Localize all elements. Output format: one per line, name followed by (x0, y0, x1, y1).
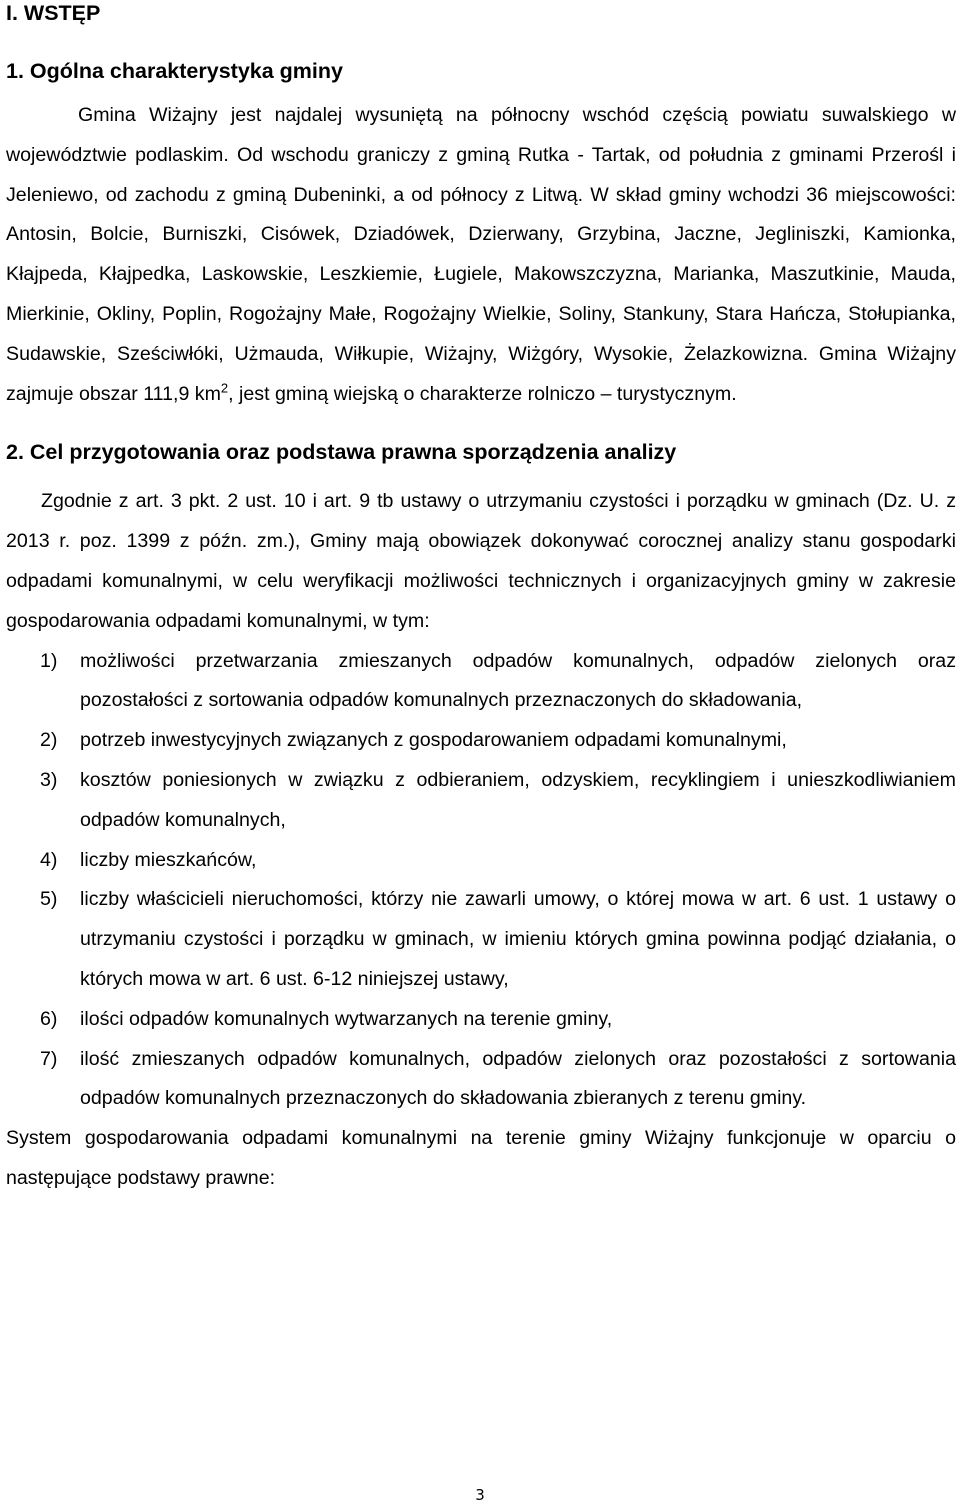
list-item-text: ilości odpadów komunalnych wytwarzanych na terenie gminy, (80, 1007, 613, 1030)
list-item-text: ilość zmieszanych odpadów komunalnych, odpadów zielonych oraz pozostałości z sortowania odpadów komunalnych przeznaczonych do składowania zbieranych z terenu gminy. (80, 1047, 956, 1110)
paragraph-text-continued: , jest gminą wiejską o charakterze rolniczo – turystycznym. (228, 382, 737, 405)
list-item-text: kosztów poniesionych w związku z odbieraniem, odzyskiem, recyklingiem i unieszkodliwianiem odpadów komunalnych, (80, 768, 956, 831)
list-number: 5) (40, 888, 58, 911)
list-item (6, 761, 956, 841)
list-item-text: liczby właścicieli nieruchomości, którzy nie zawarli umowy, o której mowa w art. 6 ust. 1 ustawy o utrzymaniu czystości i porządku w gminach, w imieniu których gmina powinna podjąć działania, o których mowa w art. 6 ust. 6-12 niniejszej ustawy, (80, 888, 956, 990)
list-item (6, 1040, 956, 1120)
list-item (6, 1000, 956, 1040)
section-1-paragraph (6, 96, 956, 414)
page-number: 3 (475, 1486, 485, 1504)
closing-paragraph: System gospodarowania odpadami komunalnymi na terenie gminy Wiżajny funkcjonuje w oparciu o następujące podstawy prawne: (6, 1127, 956, 1189)
list-item (6, 721, 956, 761)
requirements-list (6, 642, 956, 1120)
list-number: 4) (40, 848, 58, 871)
list-item-text: potrzeb inwestycyjnych związanych z gospodarowaniem odpadami komunalnymi, (80, 729, 787, 752)
superscript: 2 (220, 380, 229, 396)
list-number: 6) (40, 1007, 58, 1030)
list-number: 1) (40, 649, 58, 672)
chapter-title: I. WSTĘP (6, 1, 101, 25)
section-2-intro: Zgodnie z art. 3 pkt. 2 ust. 10 i art. 9 tb ustawy o utrzymaniu czystości i porządku w gminach (Dz. U. z 2013 r. poz. 1399 z późn. zm.), Gminy mają obowiązek dokonywać corocznej analizy stanu gospodarki odpadami komunalnymi, w celu weryfikacji możliwości technicznych i organizacyjnych gminy w zakresie gospodarowania odpadami komunalnymi, w tym: (6, 490, 956, 632)
list-item (6, 642, 956, 722)
section-heading-2: 2. Cel przygotowania oraz podstawa prawna sporządzenia analizy (6, 440, 677, 465)
list-number: 7) (40, 1047, 58, 1070)
list-item-text: możliwości przetwarzania zmieszanych odpadów komunalnych, odpadów zielonych oraz pozostałości z sortowania odpadów komunalnych przeznaczonych do składowania, (80, 649, 956, 712)
list-item (6, 880, 956, 999)
paragraph-text: Gmina Wiżajny jest najdalej wysuniętą na północny wschód częścią powiatu suwalskiego w województwie podlaskim. Od wschodu graniczy z gminą Rutka - Tartak, od południa z gminami Przerośl i Jeleniewo, od zachodu z gminą Dubeninki, a od północy z Litwą. W skład gminy wchodzi 36 miejscowości: Antosin, Bolcie, Burniszki, Cisówek, Dziadówek, Dzierwany, Grzybina, Jaczne, Jegliniszki, Kamionka, Kłajpeda, Kłajpedka, Laskowskie, Leszkiemie, Ługiele, Makowszczyzna, Marianka, Maszutkinie, Mauda, Mierkinie, Okliny, Poplin, Rogożajny Małe, Rogożajny Wielkie, Soliny, Stankuny, Stara Hańcza, Stołupianka, Sudawskie, Sześciwłóki, Użmauda, Wiłkupie, Wiżajny, Wiżgóry, Wysokie, Żelazkowizna. Gmina Wiżajny zajmuje obszar 111,9 km (6, 104, 956, 405)
section-heading-1: 1. Ogólna charakterystyka gminy (6, 59, 343, 83)
list-item (6, 841, 956, 881)
document-page (6, 0, 956, 1199)
list-number: 2) (40, 729, 58, 752)
list-item-text: liczby mieszkańców, (80, 848, 257, 871)
list-number: 3) (40, 768, 58, 791)
